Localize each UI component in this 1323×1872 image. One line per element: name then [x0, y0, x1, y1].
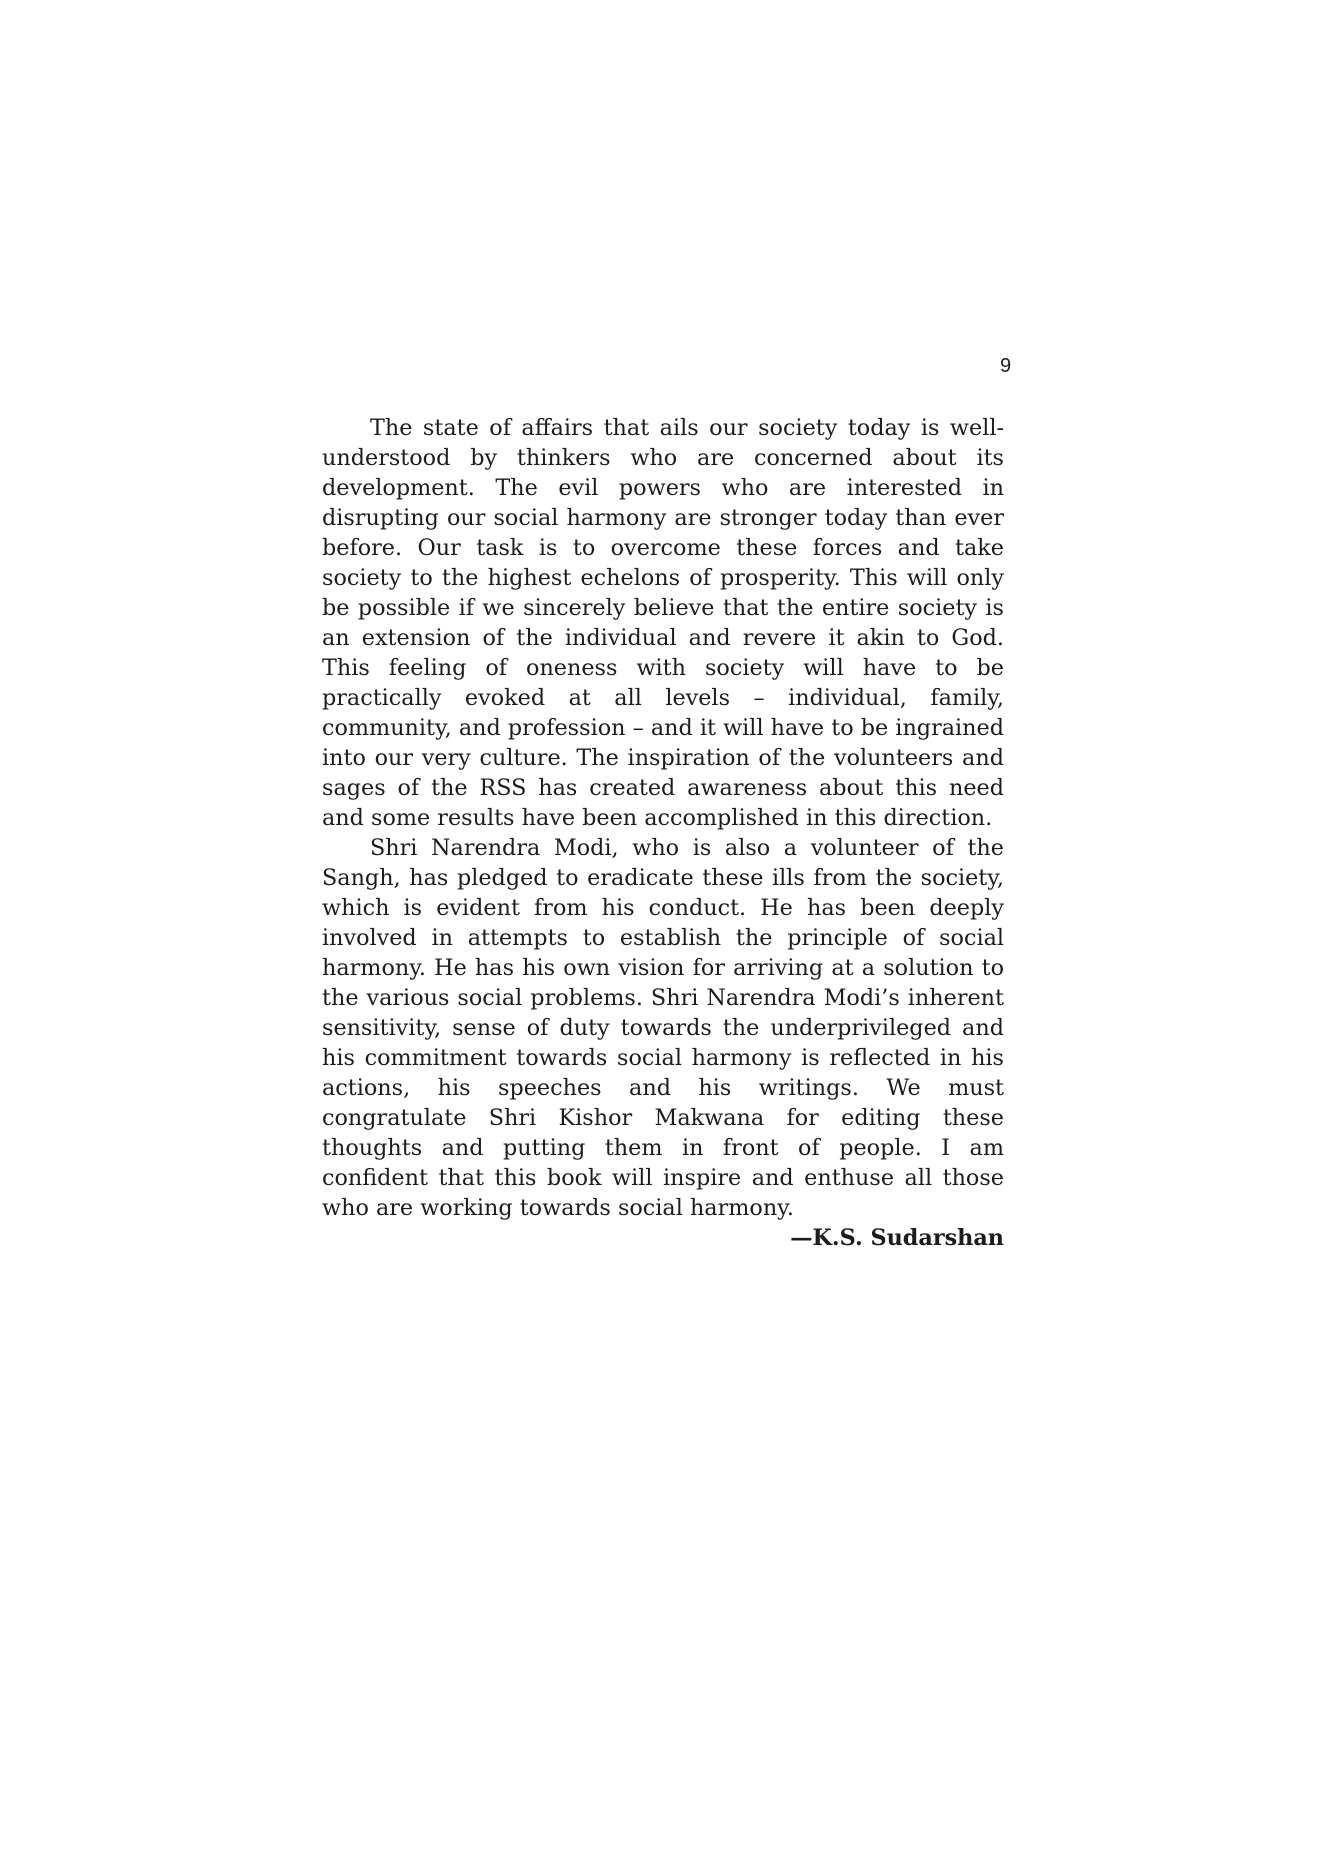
page-number: 9	[1000, 355, 1012, 377]
author-signature: —K.S. Sudarshan	[790, 1225, 1004, 1251]
body-text	[322, 413, 1004, 1253]
paragraph-1: The state of affairs that ails our society today is well-understood by thinkers who are concerned about its development. The evil powers who are interested in disrupting our social harmony are stronger today than ever before. Our task is to overcome these forces and take society to the highest echelons of prosperity. This will only be possible if we sincerely believe that the entire society is an extension of the individual and revere it akin to God. This feeling of oneness with society will have to be practically evoked at all levels – individual, family, community, and profession – and it will have to be ingrained into our very culture. The inspiration of the volunteers and sages of the RSS has created awareness about this need and some results have been accomplished in this direction.	[322, 415, 1004, 831]
paragraph-2: Shri Narendra Modi, who is also a volunteer of the Sangh, has pledged to eradicate these ills from the society, which is evident from his conduct. He has been deeply involved in attempts to establish the principle of social harmony. He has his own vision for arriving at a solution to the various social problems. Shri Narendra Modi’s inherent sensitivity, sense of duty towards the underprivileged and his commitment towards social harmony is reflected in his actions, his speeches and his writings. We must congratulate Shri Kishor Makwana for editing these thoughts and putting them in front of people. I am confident that this book will inspire and enthuse all those who are working towards social harmony.	[322, 835, 1004, 1221]
